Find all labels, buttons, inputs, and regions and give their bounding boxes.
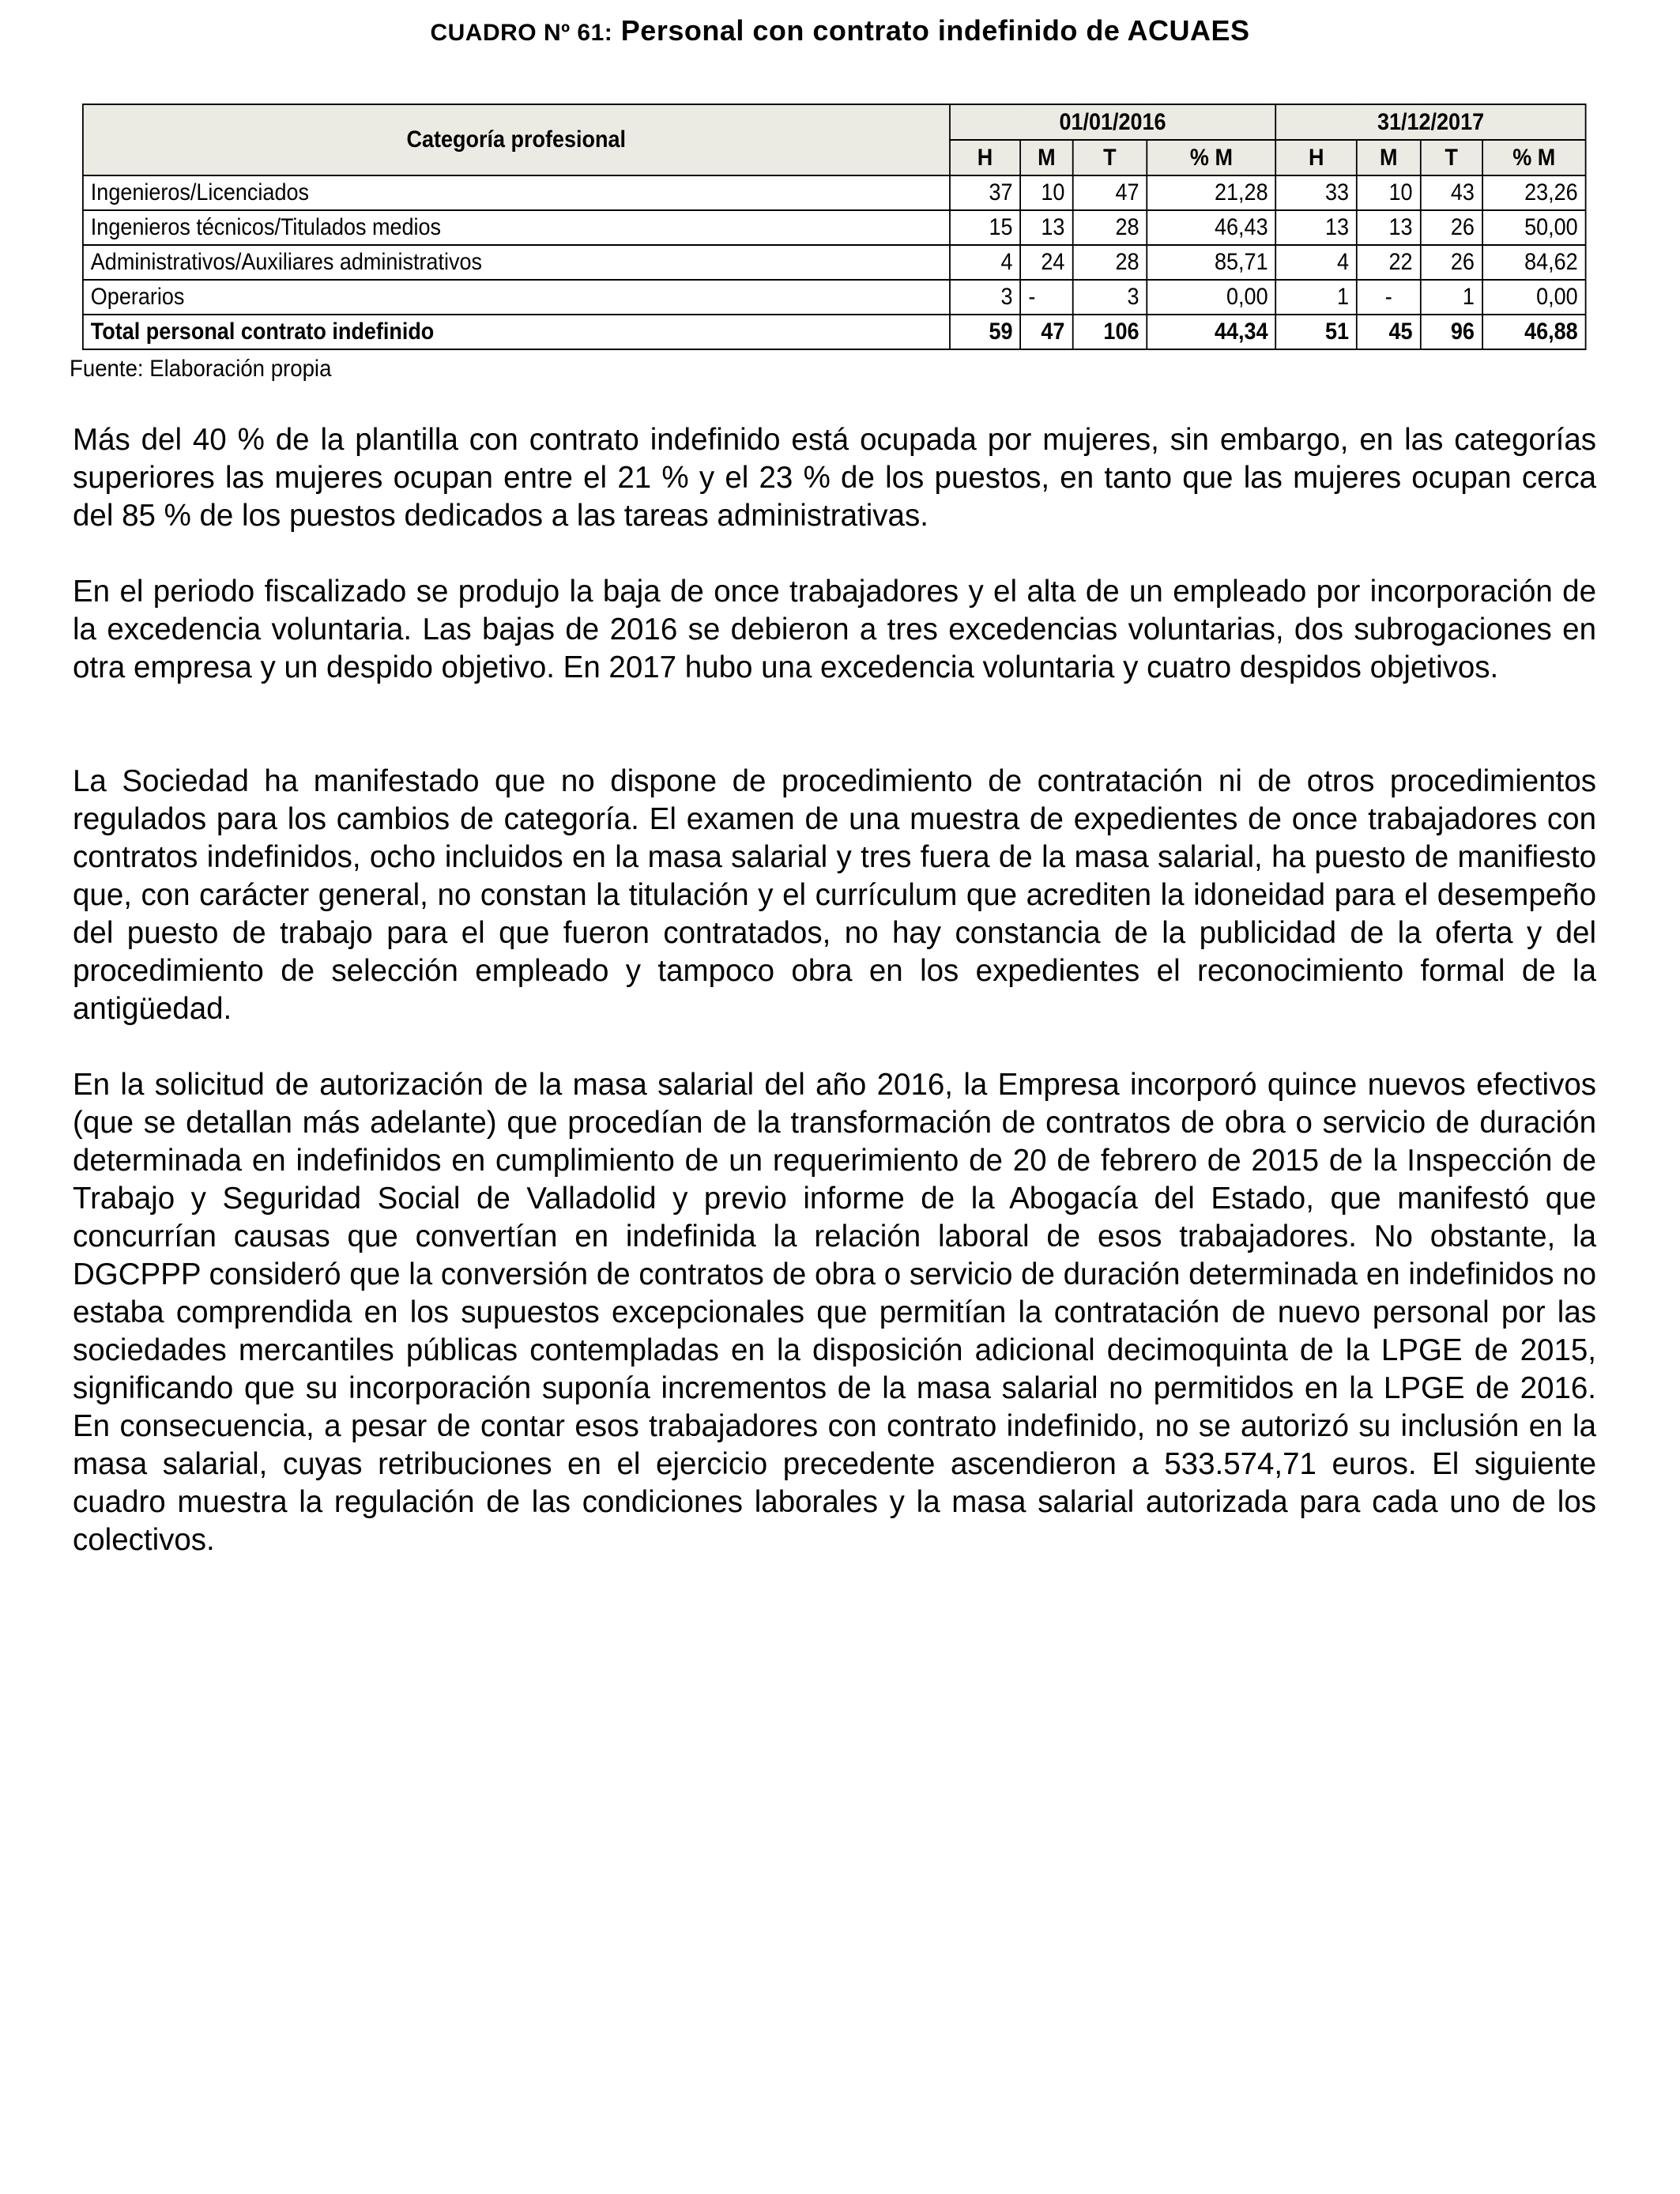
value-cell: 33 [1275, 175, 1356, 210]
total-value-cell: 45 [1357, 315, 1420, 349]
value-cell: 85,71 [1147, 245, 1275, 280]
value-cell: 84,62 [1482, 245, 1586, 280]
value-cell: 1 [1420, 280, 1482, 315]
value-cell: 26 [1420, 210, 1482, 245]
table-row [83, 210, 1586, 245]
table-header-row [83, 104, 1586, 140]
column-header: T [1420, 140, 1482, 175]
value-cell: 4 [950, 245, 1021, 280]
table-title-text: Personal con contrato indefinido de ACUAES [620, 14, 1250, 47]
value-cell: - [1020, 280, 1072, 315]
category-cell: Ingenieros técnicos/Titulados medios [83, 210, 950, 245]
value-cell: 3 [1072, 280, 1147, 315]
value-cell: 21,28 [1147, 175, 1275, 210]
column-header: H [1275, 140, 1356, 175]
table-title-prefix: CUADRO Nº 61: [430, 20, 613, 46]
table-row [83, 175, 1586, 210]
body-paragraph: Más del 40 % de la plantilla con contrato indefinido está ocupada por mujeres, sin embargo, en las categorías superiores las mujeres ocupan entre el 21 % y el 23 % de los puestos, en tanto que las mujeres ocupan cerca del 85 % de los puestos dedicados a las tareas administrativas. [73, 423, 1596, 533]
category-cell: Operarios [83, 280, 950, 315]
value-cell: 13 [1020, 210, 1072, 245]
value-cell: 13 [1357, 210, 1420, 245]
value-cell: 28 [1072, 245, 1147, 280]
total-value-cell: 106 [1072, 315, 1147, 349]
staff-table [82, 104, 1587, 350]
total-value-cell: 51 [1275, 315, 1356, 349]
value-cell: 10 [1357, 175, 1420, 210]
value-cell: 4 [1275, 245, 1356, 280]
value-cell: 50,00 [1482, 210, 1586, 245]
value-cell: 1 [1275, 280, 1356, 315]
value-cell: - [1357, 280, 1420, 315]
table-row [83, 280, 1586, 315]
value-cell: 15 [950, 210, 1021, 245]
column-header: M [1020, 140, 1072, 175]
period-header: 01/01/2016 [950, 104, 1276, 140]
value-cell: 47 [1072, 175, 1147, 210]
category-cell: Ingenieros/Licenciados [83, 175, 950, 210]
column-header: M [1357, 140, 1420, 175]
column-header: % M [1482, 140, 1586, 175]
table-row [83, 245, 1586, 280]
category-header: Categoría profesional [83, 104, 950, 175]
value-cell: 13 [1275, 210, 1356, 245]
total-value-cell: 44,34 [1147, 315, 1275, 349]
table-total-row [83, 315, 1586, 349]
category-cell: Administrativos/Auxiliares administrativos [83, 245, 950, 280]
value-cell: 0,00 [1147, 280, 1275, 315]
value-cell: 43 [1420, 175, 1482, 210]
total-category-cell: Total personal contrato indefinido [83, 315, 950, 349]
value-cell: 3 [950, 280, 1021, 315]
body-paragraph: En la solicitud de autorización de la masa salarial del año 2016, la Empresa incorporó quince nuevos efectivos (que se detallan más adelante) que procedían de la transformación de contratos de obra o servicio de duración determinada en indefinidos en cumplimiento de un requerimiento de 20 de febrero de 2015 de la Inspección de Trabajo y Seguridad Social de Valladolid y previo informe de la Abogacía del Estado, que manifestó que concurrían causas que convertían en indefinida la relación laboral de esos trabajadores. No obstante, la DGCPPP consideró que la conversión de contratos de obra o servicio de duración determinada en indefinidos no estaba comprendida en los supuestos excepcionales que permitían la contratación de nuevo personal por las sociedades mercantiles públicas contempladas en la disposición adicional decimoquinta de la LPGE de 2015, significando que su incorporación suponía incrementos de la masa salarial no permitidos en la LPGE de 2016. En consecuencia, a pesar de contar esos trabajadores con contrato indefinido, no se autorizó su inclusión en la masa salarial, cuyas retribuciones en el ejercicio precedente ascendieron a 533.574,71 euros. El siguiente cuadro muestra la regulación de las condiciones laborales y la masa salarial autorizada para cada uno de los colectivos. [73, 1068, 1596, 1557]
total-value-cell: 96 [1420, 315, 1482, 349]
period-header: 31/12/2017 [1275, 104, 1585, 140]
value-cell: 23,26 [1482, 175, 1586, 210]
value-cell: 28 [1072, 210, 1147, 245]
value-cell: 10 [1020, 175, 1072, 210]
body-paragraph: En el periodo fiscalizado se produjo la baja de once trabajadores y el alta de un empleado por incorporación de la excedencia voluntaria. Las bajas de 2016 se debieron a tres excedencias voluntarias, dos subrogaciones en otra empresa y un despido objetivo. En 2017 hubo una excedencia voluntaria y cuatro despidos objetivos. [73, 575, 1596, 684]
table-source-note: Fuente: Elaboración propia [70, 356, 332, 382]
table-title [0, 14, 1680, 47]
value-cell: 24 [1020, 245, 1072, 280]
value-cell: 22 [1357, 245, 1420, 280]
value-cell: 26 [1420, 245, 1482, 280]
column-header: T [1072, 140, 1147, 175]
total-value-cell: 59 [950, 315, 1021, 349]
total-value-cell: 46,88 [1482, 315, 1586, 349]
value-cell: 0,00 [1482, 280, 1586, 315]
total-value-cell: 47 [1020, 315, 1072, 349]
column-header: % M [1147, 140, 1275, 175]
value-cell: 37 [950, 175, 1021, 210]
body-paragraph: La Sociedad ha manifestado que no dispone de procedimiento de contratación ni de otros procedimientos regulados para los cambios de categoría. El examen de una muestra de expedientes de once trabajadores con contratos indefinidos, ocho incluidos en la masa salarial y tres fuera de la masa salarial, ha puesto de manifiesto que, con carácter general, no constan la titulación y el currículum que acrediten la idoneidad para el desempeño del puesto de trabajo para el que fueron contratados, no hay constancia de la publicidad de la oferta y del procedimiento de selección empleado y tampoco obra en los expedientes el reconocimiento formal de la antigüedad. [73, 764, 1596, 1026]
value-cell: 46,43 [1147, 210, 1275, 245]
staff-table-container [82, 104, 1587, 350]
column-header: H [950, 140, 1021, 175]
